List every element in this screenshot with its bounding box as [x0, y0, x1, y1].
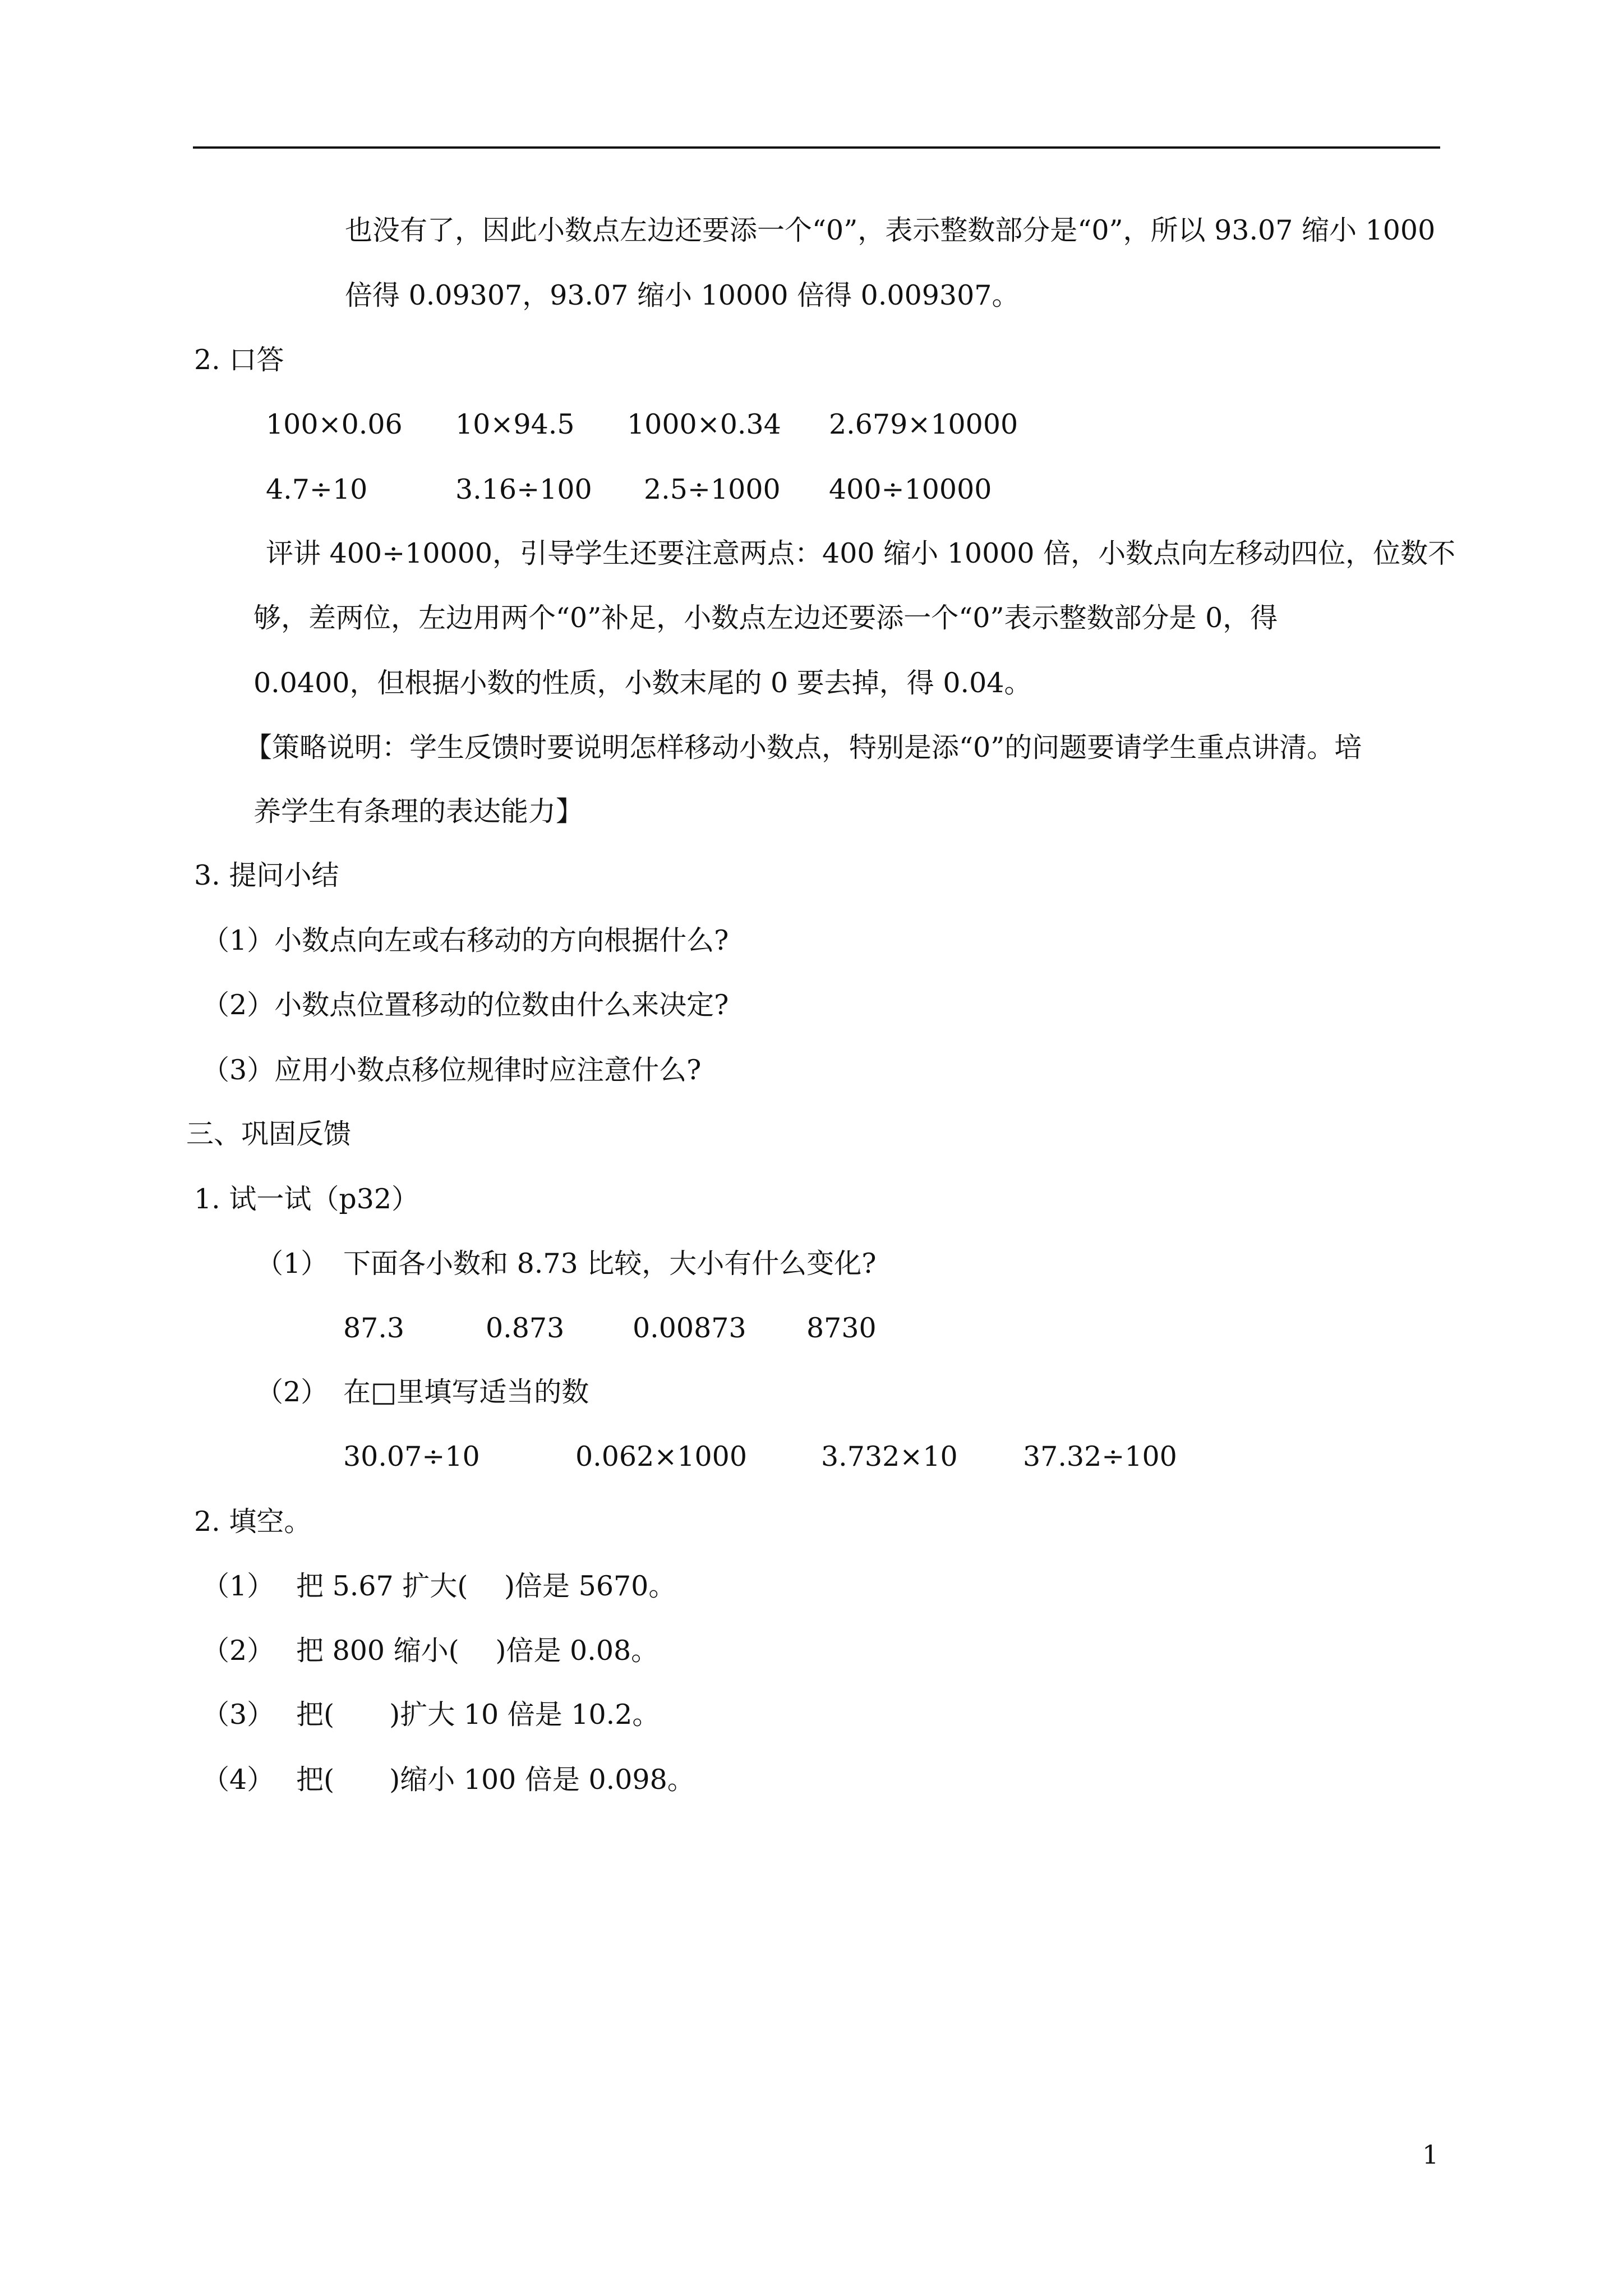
paragraph-line: 倍得 0.09307，93.07 缩小 10000 倍得 0.009307。 — [345, 279, 1020, 311]
strategy-note: 【策略说明：学生反馈时要说明怎样移动小数点，特别是添“0”的问题要请学生重点讲清。培 — [245, 731, 1362, 763]
expression: 2.5÷1000 — [644, 473, 781, 505]
question-item: （2）小数点位置移动的位数由什么来决定? — [202, 989, 729, 1021]
fill-item-label: （2） — [202, 1635, 275, 1667]
expression: 37.32÷100 — [1023, 1441, 1177, 1473]
sub-item-label: （1） — [256, 1248, 329, 1280]
expression: 1000×0.34 — [627, 408, 781, 440]
question-item: （3）应用小数点移位规律时应注意什么? — [202, 1054, 702, 1086]
explanation-line: 评讲 400÷10000，引导学生还要注意两点：400 缩小 10000 倍，小数点向左移动四位，位数不 — [266, 537, 1456, 569]
expression: 100×0.06 — [266, 408, 403, 440]
expression: 0.062×1000 — [575, 1441, 748, 1473]
header-rule — [193, 146, 1440, 149]
sub-item-label: （2） — [256, 1376, 329, 1408]
sub-item-text: 在□里填写适当的数 — [343, 1376, 589, 1408]
page-number: 1 — [1422, 2139, 1439, 2170]
strategy-note: 养学生有条理的表达能力】 — [253, 795, 584, 827]
fill-item-text: 把( )扩大 10 倍是 10.2。 — [296, 1699, 660, 1731]
part-heading: 三、巩固反馈 — [186, 1118, 352, 1150]
section-heading: 1. 试一试（p32） — [194, 1183, 419, 1215]
paragraph-line: 也没有了，因此小数点左边还要添一个“0”，表示整数部分是“0”，所以 93.07 缩小 1000 — [345, 214, 1436, 246]
explanation-line: 0.0400，但根据小数的性质，小数末尾的 0 要去掉，得 0.04。 — [253, 667, 1032, 699]
expression: 3.16÷100 — [455, 473, 592, 505]
fill-item-label: （4） — [202, 1764, 275, 1796]
sub-item-text: 下面各小数和 8.73 比较，大小有什么变化? — [343, 1248, 877, 1280]
expression: 2.679×10000 — [829, 408, 1018, 440]
expression: 10×94.5 — [455, 408, 575, 440]
fill-item-label: （3） — [202, 1699, 275, 1731]
fill-item-text: 把 5.67 扩大( )倍是 5670。 — [296, 1570, 676, 1602]
section-heading: 2. 填空。 — [194, 1506, 312, 1538]
question-item: （1）小数点向左或右移动的方向根据什么? — [202, 924, 729, 956]
expression: 30.07÷10 — [343, 1441, 480, 1473]
number: 0.00873 — [633, 1312, 746, 1344]
fill-item-text: 把 800 缩小( )倍是 0.08。 — [296, 1635, 659, 1667]
number: 0.873 — [486, 1312, 565, 1344]
explanation-line: 够，差两位，左边用两个“0”补足，小数点左边还要添一个“0”表示整数部分是 0，得 — [253, 602, 1278, 634]
section-heading: 2. 口答 — [194, 344, 284, 376]
section-heading: 3. 提问小结 — [194, 859, 339, 891]
expression: 3.732×10 — [821, 1441, 958, 1473]
fill-item-label: （1） — [202, 1570, 275, 1602]
number: 8730 — [806, 1312, 877, 1344]
expression: 400÷10000 — [829, 473, 992, 505]
number: 87.3 — [343, 1312, 405, 1344]
expression: 4.7÷10 — [266, 473, 368, 505]
fill-item-text: 把( )缩小 100 倍是 0.098。 — [296, 1764, 695, 1796]
